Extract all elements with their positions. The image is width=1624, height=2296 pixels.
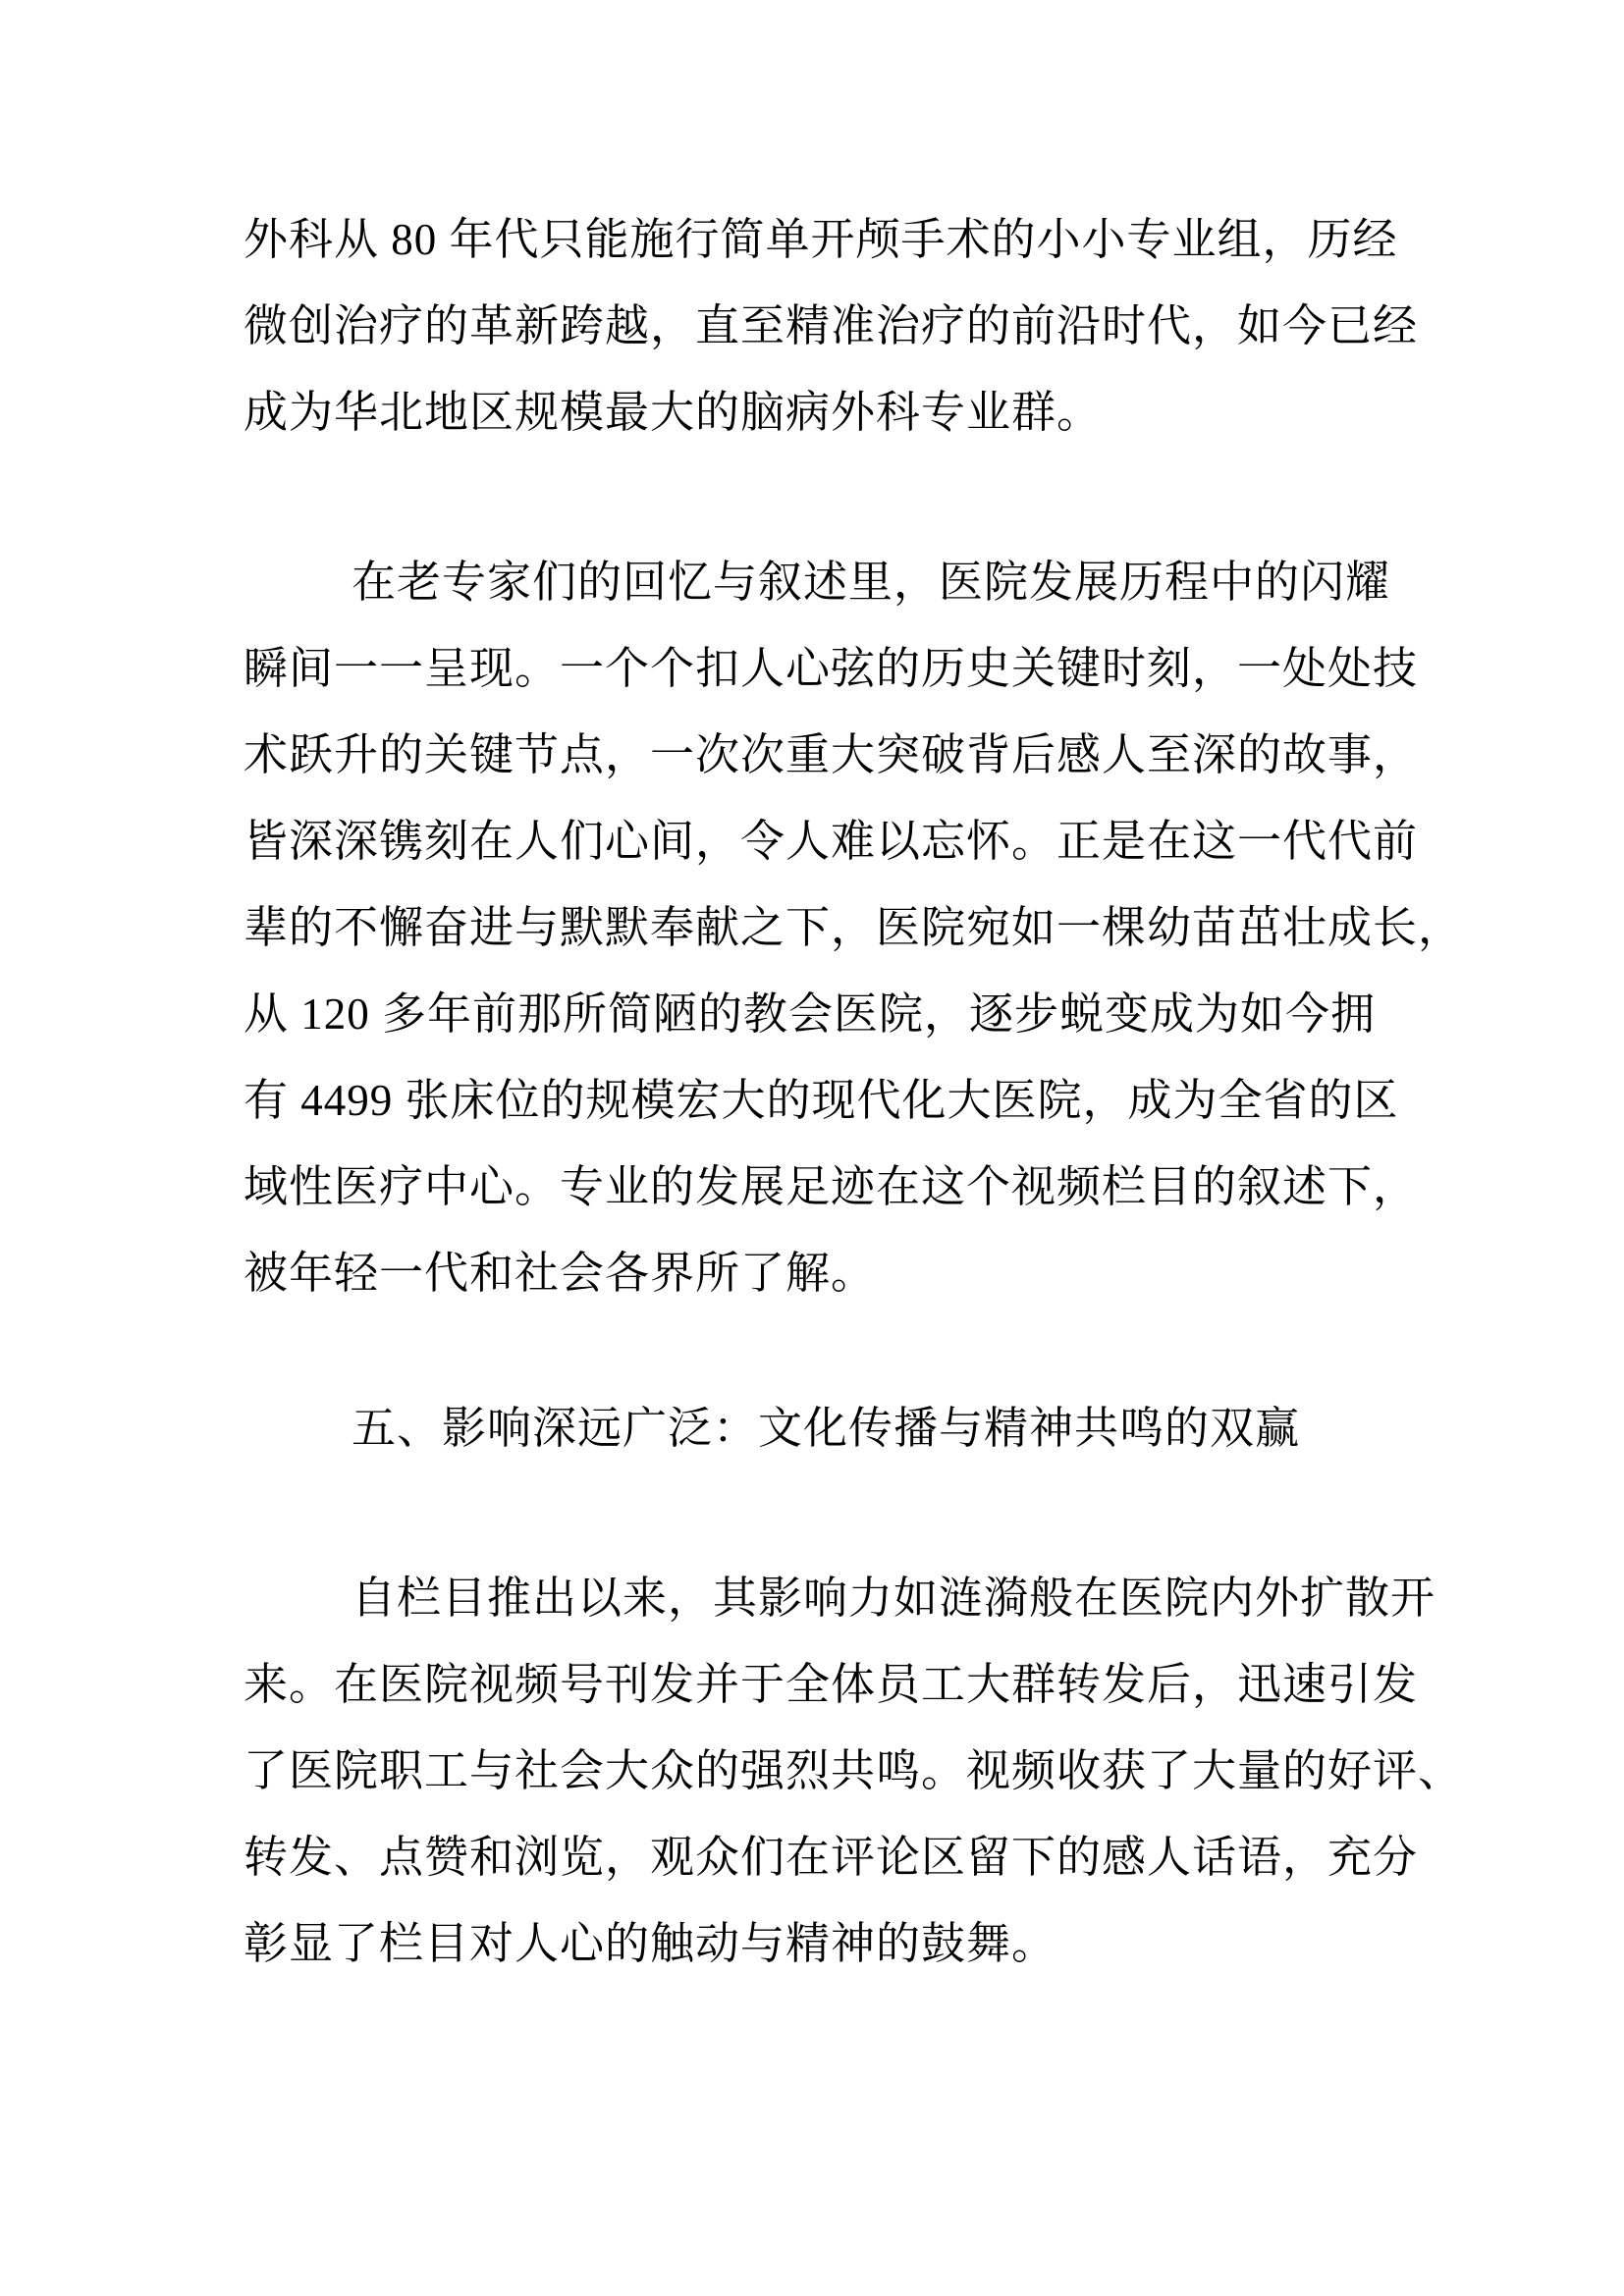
text-line: 微创治疗的革新跨越，直至精准治疗的前沿时代，如今已经	[244, 301, 1419, 350]
text-line: 术跃升的关键节点，一次次重大突破背后感人至深的故事，	[244, 730, 1419, 779]
paragraph-3	[244, 1555, 1464, 1987]
text-line: 自栏目推出以来，其影响力如涟漪般在医院内外扩散开	[352, 1574, 1436, 1623]
text-line: 成为华北地区规模最大的脑病外科专业群。	[244, 388, 1103, 437]
section-heading-text: 五、影响深远广泛：文化传播与精神共鸣的双赢	[352, 1404, 1301, 1453]
paragraph-1	[244, 196, 1437, 455]
text-line: 皆深深镌刻在人们心间，令人难以忘怀。正是在这一代代前	[244, 817, 1419, 866]
text-line: 了医院职工与社会大众的强烈共鸣。视频收获了大量的好评、	[244, 1746, 1464, 1795]
section-heading	[244, 1385, 1437, 1471]
text-line: 彰显了栏目对人心的触动与精神的鼓舞。	[244, 1919, 1057, 1968]
text-line: 有 4499 张床位的规模宏大的现代化大医院，成为全省的区	[244, 1076, 1399, 1125]
text-line: 在老专家们的回忆与叙述里，医院发展历程中的闪耀	[352, 558, 1391, 607]
text-line: 从 120 多年前那所简陋的教会医院，逐步蜕变成为如今拥	[244, 989, 1377, 1039]
text-line: 来。在医院视频号刊发并于全体员工大群转发后，迅速引发	[244, 1660, 1419, 1709]
paragraph-2	[244, 539, 1464, 1316]
text-line: 瞬间一一呈现。一个个扣人心弦的历史关键时刻，一处处技	[244, 644, 1419, 693]
text-line: 外科从 80 年代只能施行简单开颅手术的小小专业组，历经	[244, 215, 1398, 264]
text-line: 域性医疗中心。专业的发展足迹在这个视频栏目的叙述下，	[244, 1162, 1419, 1211]
text-line: 转发、点赞和浏览，观众们在评论区留下的感人话语，充分	[244, 1833, 1419, 1882]
text-line: 辈的不懈奋进与默默奉献之下，医院宛如一棵幼苗茁壮成长，	[244, 903, 1464, 952]
text-line: 被年轻一代和社会各界所了解。	[244, 1249, 877, 1298]
